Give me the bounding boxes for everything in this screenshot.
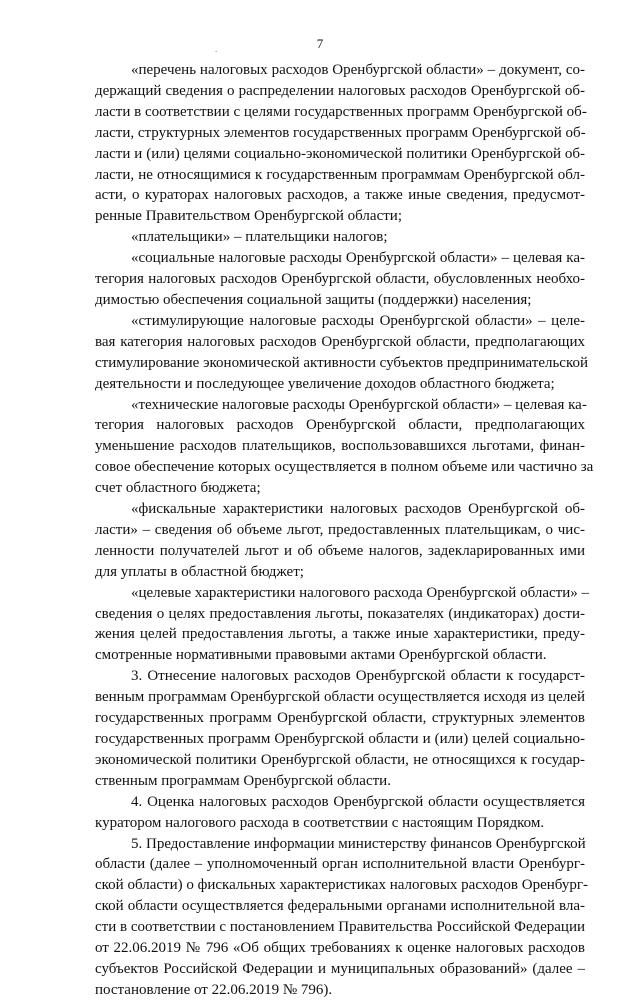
text-line: для уплаты в областной бюджет;	[95, 563, 304, 580]
text-line: «целевые характеристики налогового расхода Оренбургской области» –	[131, 584, 589, 601]
text-line: ласти в соответствии с целями государственных программ Оренбургской об-	[95, 103, 587, 120]
paragraph-social-tax-expenditures	[95, 248, 585, 311]
text-line: субъектов Российской Федерации и муниципальных образований» (далее –	[95, 960, 585, 977]
paragraph-tax-expenditure-list	[95, 60, 585, 227]
document-body	[95, 60, 594, 1001]
paragraph-clause-5	[95, 834, 588, 1001]
text-line: ласти» – сведения об объеме льгот, предоставленных плательщикам, о чис-	[95, 521, 585, 538]
paragraph-fiscal-characteristics	[95, 499, 585, 583]
text-line: куратором налогового расхода в соответствии с настоящим Порядком.	[95, 814, 545, 831]
text-line: «перечень налоговых расходов Оренбургской области» – документ, со-	[131, 62, 585, 78]
text-line: ласти, структурных элементов государственных программ Оренбургской об-	[95, 124, 586, 141]
text-line: тегория налоговых расходов Оренбургской области, обусловленных необхо-	[95, 271, 585, 288]
text-line: от 22.06.2019 № 796 «Об общих требованиях к оценке налоговых расходов	[95, 940, 585, 957]
text-line: 3. Отнесение налоговых расходов Оренбургской области к государст-	[131, 668, 585, 685]
text-line: смотренные нормативными правовыми актами Оренбургской области.	[95, 647, 547, 664]
text-line: венным программам Оренбургской области осуществляется исходя из целей	[95, 689, 585, 706]
text-line: «плательщики» – плательщики налогов;	[131, 229, 388, 246]
text-line: асти, о кураторах налоговых расходов, а также иные сведения, предусмот-	[95, 187, 585, 204]
text-line: держащий сведения о распределении налоговых расходов Оренбургской об-	[95, 82, 585, 99]
text-line: стимулирование экономической активности субъектов предпринимательской	[95, 354, 589, 371]
text-line: «социальные налоговые расходы Оренбургской области» – целевая ка-	[131, 250, 585, 267]
scan-mark: .	[215, 44, 218, 54]
paragraph-target-characteristics	[95, 583, 589, 667]
text-line: «технические налоговые расходы Оренбургской области» – целевая ка-	[131, 396, 587, 413]
text-line: постановление от 22.06.2019 № 796).	[95, 981, 333, 998]
text-line: деятельности и последующее увеличение доходов областного бюджета;	[95, 375, 555, 392]
paragraph-technical-tax-expenditures	[95, 395, 594, 500]
text-line: ласти и (или) целями социально-экономической политики Оренбургской об-	[95, 145, 585, 162]
text-line: ской области осуществляется федеральными органами исполнительной вла-	[95, 898, 585, 915]
text-line: государственных программ Оренбургской области, структурных элементов	[95, 710, 585, 727]
text-line: тегория налоговых расходов Оренбургской области, предполагающих	[95, 417, 585, 434]
text-line: государственных программ Оренбургской области и (или) целей социально-	[95, 731, 585, 747]
text-line: ственным программам Оренбургской области.	[95, 772, 391, 789]
text-line: области (далее – уполномоченный орган исполнительной власти Оренбург-	[95, 856, 585, 873]
paragraph-payers	[95, 227, 585, 248]
text-line: ской области) о фискальных характеристиках налоговых расходов Оренбург-	[95, 877, 588, 894]
paragraph-clause-3	[95, 666, 585, 791]
text-line: сти в соответствии с постановлением Правительства Российской Федерации	[95, 919, 585, 936]
text-line: вая категория налоговых расходов Оренбургской области, предполагающих	[95, 333, 585, 350]
text-line: совое обеспечение которых осуществляется в полном объеме или частично за	[95, 459, 594, 476]
text-line: счет областного бюджета;	[95, 480, 261, 497]
text-line: ренные Правительством Оренбургской области;	[95, 208, 402, 225]
text-line: «фискальные характеристики налоговых расходов Оренбургской об-	[131, 501, 585, 518]
text-line: 5. Предоставление информации министерству финансов Оренбургской	[131, 835, 586, 852]
text-line: ласти, не относящимися к государственным программам Оренбургской обл-	[95, 166, 585, 183]
text-line: жения целей предоставления льготы, а также иные характеристики, преду-	[95, 626, 585, 643]
text-line: димостью обеспечения социальной защиты (поддержки) населения;	[95, 291, 532, 308]
text-line: «стимулирующие налоговые расходы Оренбургской области» – целе-	[131, 312, 585, 329]
page-number: 7	[316, 36, 324, 51]
text-line: 4. Оценка налоговых расходов Оренбургской области осуществляется	[131, 793, 585, 810]
paragraph-stimulating-tax-expenditures	[95, 311, 589, 395]
text-line: ленности получателей льгот и об объеме налогов, задекларированных ими	[95, 542, 585, 559]
text-line: сведения о целях предоставления льготы, показателях (индикаторах) дости-	[95, 605, 585, 622]
paragraph-clause-4	[95, 792, 585, 834]
text-line: экономической политики Оренбургской области, не относящихся к государ-	[95, 751, 585, 768]
text-line: уменьшение расходов плательщиков, воспользовавшихся льготами, финан-	[95, 438, 585, 455]
